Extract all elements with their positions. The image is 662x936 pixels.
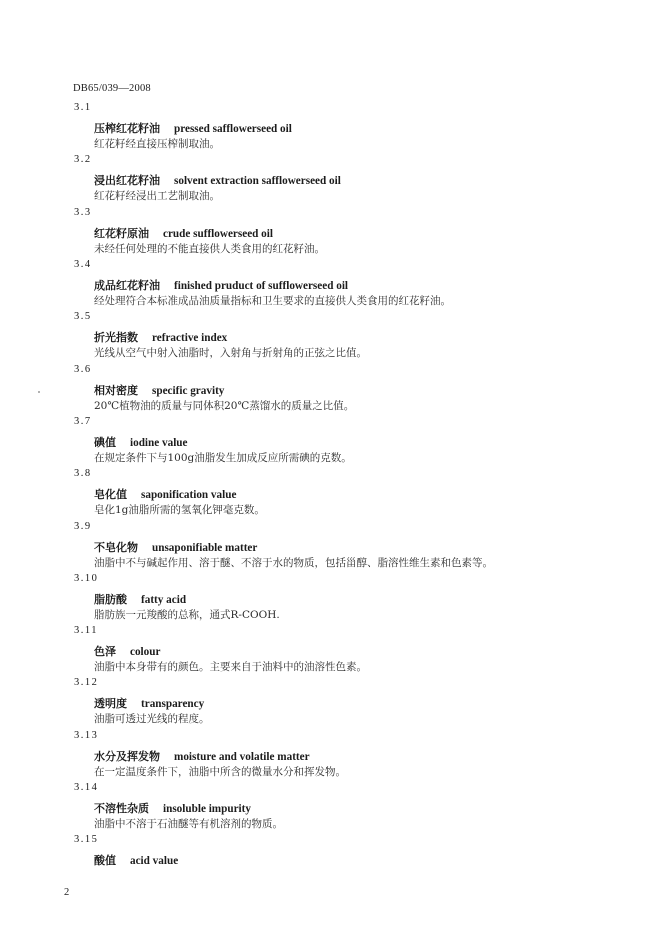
term-number: 3.3	[74, 207, 92, 218]
term-number: 3.12	[74, 677, 99, 688]
term-chinese: 色泽	[94, 645, 116, 658]
term-entry	[0, 364, 662, 416]
term-english: crude sufflowerseed oil	[163, 228, 273, 240]
term-heading	[94, 225, 273, 241]
term-chinese: 不皂化物	[94, 541, 138, 554]
term-heading	[94, 486, 236, 502]
term-entry	[0, 834, 662, 886]
term-heading	[94, 329, 227, 345]
term-english: solvent extraction safflowerseed oil	[174, 175, 341, 187]
term-chinese: 酸值	[94, 854, 116, 867]
term-definition: 红花籽经浸出工艺制取油。	[94, 190, 220, 202]
term-english: transparency	[141, 698, 205, 710]
term-heading	[94, 643, 160, 659]
term-definition: 在一定温度条件下，油脂中所含的微量水分和挥发物。	[94, 766, 346, 778]
term-number: 3.10	[74, 573, 99, 584]
term-heading	[94, 852, 178, 868]
term-english: fatty acid	[141, 594, 187, 606]
term-heading	[94, 800, 251, 816]
term-chinese: 红花籽原油	[94, 227, 149, 240]
term-english: unsaponifiable matter	[152, 542, 258, 554]
term-chinese: 不溶性杂质	[94, 802, 149, 815]
term-chinese: 水分及挥发物	[94, 750, 160, 763]
term-definition: 脂肪族一元羧酸的总称，通式R-COOH.	[94, 609, 280, 621]
term-number: 3.14	[74, 782, 99, 793]
term-entry	[0, 416, 662, 468]
term-english: insoluble impurity	[163, 803, 251, 815]
term-chinese: 折光指数	[94, 331, 138, 344]
scan-speck	[38, 391, 40, 393]
term-number: 3.8	[74, 468, 92, 479]
term-entry	[0, 102, 662, 154]
term-entry	[0, 468, 662, 520]
term-entry	[0, 573, 662, 625]
term-chinese: 脂肪酸	[94, 593, 127, 606]
term-number: 3.15	[74, 834, 99, 845]
term-number: 3.13	[74, 730, 99, 741]
term-entry	[0, 207, 662, 259]
term-heading	[94, 748, 310, 764]
term-chinese: 皂化值	[94, 488, 127, 501]
term-heading	[94, 695, 204, 711]
term-entry	[0, 311, 662, 363]
term-english: iodine value	[130, 437, 188, 449]
term-definition: 光线从空气中射入油脂时，入射角与折射角的正弦之比值。	[94, 347, 367, 359]
term-heading	[94, 277, 348, 293]
term-entry	[0, 521, 662, 573]
term-english: moisture and volatile matter	[174, 751, 310, 763]
term-entry	[0, 625, 662, 677]
term-definition: 油脂中不与碱起作用、溶于醚、不溶于水的物质，包括甾醇、脂溶性维生素和色素等。	[94, 557, 493, 569]
term-number: 3.7	[74, 416, 92, 427]
term-definition: 在规定条件下与100g油脂发生加成反应所需碘的克数。	[94, 452, 352, 464]
term-heading	[94, 434, 188, 450]
term-heading	[94, 120, 292, 136]
term-definition: 皂化1g油脂所需的氢氧化钾毫克数。	[94, 504, 265, 516]
term-entry	[0, 677, 662, 729]
term-chinese: 相对密度	[94, 384, 138, 397]
term-heading	[94, 591, 186, 607]
term-entry	[0, 782, 662, 834]
term-chinese: 成品红花籽油	[94, 279, 160, 292]
term-english: refractive index	[152, 332, 228, 344]
term-definition: 20℃植物油的质量与同体积20℃蒸馏水的质量之比值。	[94, 400, 355, 412]
term-heading	[94, 172, 341, 188]
term-entry	[0, 259, 662, 311]
term-english: pressed safflowerseed oil	[174, 123, 292, 135]
term-heading	[94, 382, 224, 398]
term-entry	[0, 154, 662, 206]
term-chinese: 浸出红花籽油	[94, 174, 160, 187]
term-definition: 油脂可透过光线的程度。	[94, 713, 210, 725]
term-number: 3.4	[74, 259, 92, 270]
term-english: finished pruduct of sufflowerseed oil	[174, 280, 349, 292]
term-number: 3.5	[74, 311, 92, 322]
term-english: acid value	[130, 855, 179, 867]
term-entry	[0, 730, 662, 782]
term-definition: 未经任何处理的不能直接供人类食用的红花籽油。	[94, 243, 325, 255]
term-number: 3.6	[74, 364, 92, 375]
term-definition: 经处理符合本标准成品油质量指标和卫生要求的直接供人类食用的红花籽油。	[94, 295, 451, 307]
term-number: 3.9	[74, 521, 92, 532]
term-english: colour	[130, 646, 161, 658]
term-definition: 油脂中本身带有的颜色。主要来自于油料中的油溶性色素。	[94, 661, 367, 673]
term-number: 3.1	[74, 102, 92, 113]
term-number: 3.2	[74, 154, 92, 165]
term-number: 3.11	[74, 625, 98, 636]
standard-code-header: DB65/039—2008	[73, 83, 151, 94]
term-chinese: 碘值	[94, 436, 116, 449]
page-number: 2	[64, 887, 70, 898]
term-english: saponification value	[141, 489, 237, 501]
term-english: specific gravity	[152, 385, 225, 397]
term-chinese: 压榨红花籽油	[94, 122, 160, 135]
term-definition: 油脂中不溶于石油醚等有机溶剂的物质。	[94, 818, 283, 830]
term-chinese: 透明度	[94, 697, 127, 710]
term-heading	[94, 539, 257, 555]
term-definition: 红花籽经直接压榨制取油。	[94, 138, 220, 150]
